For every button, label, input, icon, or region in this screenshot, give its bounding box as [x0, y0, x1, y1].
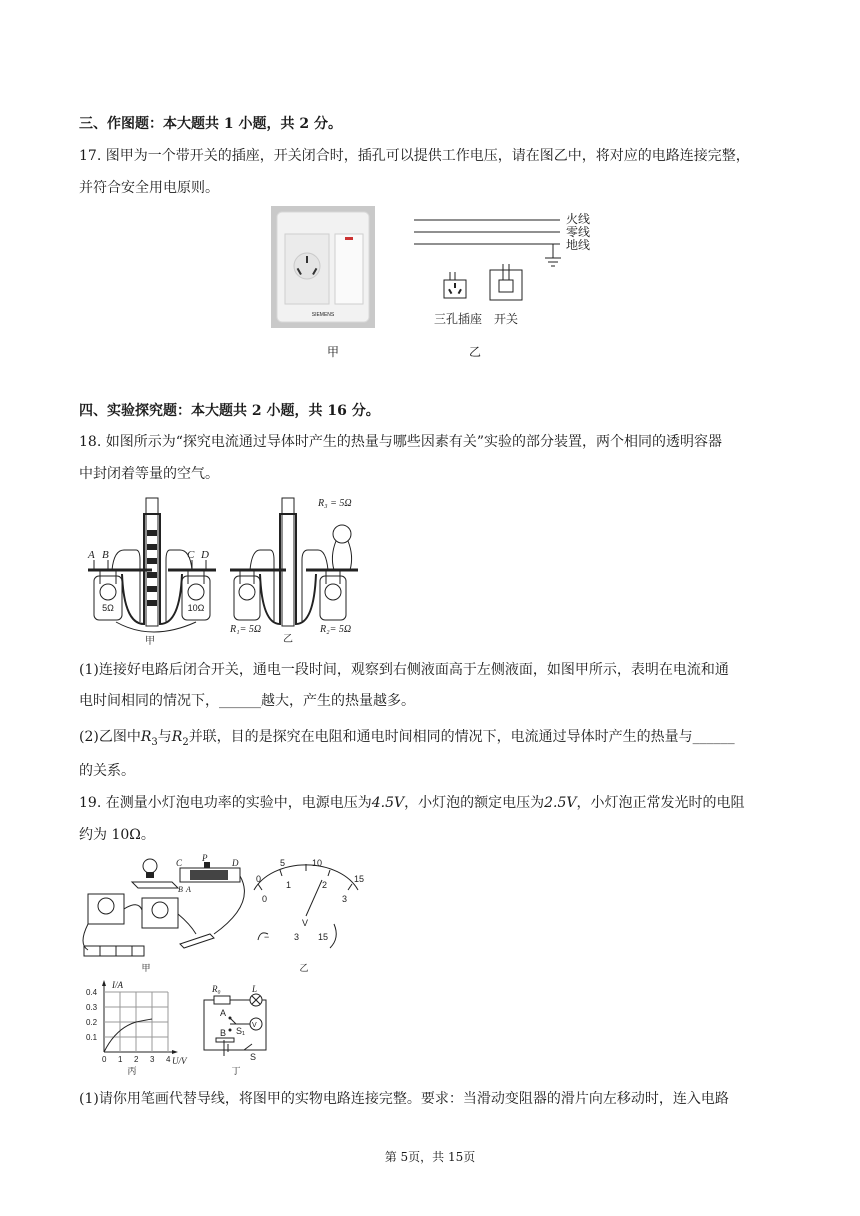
iu-graph-and-circuit: [80, 978, 280, 1080]
wire-ground-label: 地线: [566, 238, 591, 252]
svg-text:0: 0: [102, 1055, 107, 1064]
svg-text:乙: 乙: [299, 964, 309, 974]
svg-text:S₁: S₁: [236, 1026, 246, 1036]
apparatus-photo: [83, 854, 244, 974]
svg-text:C: C: [187, 549, 195, 561]
svg-text:1: 1: [118, 1055, 123, 1064]
svg-text:0.2: 0.2: [86, 1018, 98, 1027]
q17-line1: 17. 图甲为一个带开关的插座，开关闭合时，插孔可以提供工作电压，请在图乙中，将对应的电路连接完整，: [79, 148, 750, 164]
page-number: 第 5页，共 15页: [384, 1150, 476, 1164]
q18-part1-line2: 电时间相同的情况下，______越大，产生的热量越多。: [79, 693, 415, 709]
svg-text:R₂= 5Ω: R₂= 5Ω: [320, 624, 352, 635]
q19-line1: 19. 在测量小灯泡电功率的实验中，电源电压为4.5V，小灯泡的额定电压为2.5V，小灯泡正常发光时的电阻: [79, 795, 745, 811]
svg-text:甲: 甲: [145, 636, 155, 646]
q17-caption-a: 甲: [327, 345, 340, 359]
svg-text:0: 0: [262, 894, 268, 904]
section3-heading: 三、作图题：本大题共 1 小题，共 2 分。: [79, 116, 342, 132]
switch-label: 开关: [494, 312, 519, 326]
wire-live-label: 火线: [566, 212, 591, 226]
svg-text:2: 2: [322, 880, 328, 890]
svg-text:−: −: [264, 932, 270, 942]
svg-text:L: L: [252, 984, 258, 994]
brand-logo: SIEMENS: [311, 312, 335, 318]
voltmeter-dial: [254, 858, 364, 974]
q19-part1: (1)请你用笔画代替导线，将图甲的实物电路连接完整。要求：当滑动变阻器的滑片向左移动时，连入电路: [79, 1091, 729, 1107]
svg-text:10: 10: [312, 858, 323, 868]
svg-text:D: D: [201, 549, 209, 561]
svg-text:R₁= 5Ω: R₁= 5Ω: [230, 624, 262, 635]
svg-text:1: 1: [286, 880, 292, 890]
q18-part1-line1: (1)连接好电路后闭合开关，通电一段时间，观察到右侧液面高于左侧液面，如图甲所示，表明在电流和通: [79, 662, 729, 678]
svg-text:5Ω: 5Ω: [102, 603, 114, 613]
svg-text:0.1: 0.1: [86, 1033, 98, 1042]
test-circuit: [204, 984, 266, 1076]
svg-text:丁: 丁: [231, 1067, 241, 1076]
svg-text:R₀: R₀: [212, 984, 221, 994]
q17-caption-b: 乙: [469, 345, 482, 359]
svg-text:S: S: [250, 1052, 257, 1062]
svg-text:P: P: [202, 854, 208, 863]
svg-text:U/V: U/V: [172, 1056, 187, 1066]
section4-heading: 四、实验探究题：本大题共 2 小题，共 16 分。: [79, 403, 380, 419]
svg-text:B: B: [102, 549, 109, 561]
q19-line2: 约为 10Ω。: [79, 827, 155, 843]
svg-text:3: 3: [342, 894, 348, 904]
svg-text:A: A: [88, 549, 95, 561]
circuit-apparatus-figure: [80, 854, 370, 980]
svg-text:2: 2: [134, 1055, 139, 1064]
wire-neutral-label: 零线: [566, 225, 591, 239]
svg-text:D: D: [232, 858, 239, 868]
svg-text:5: 5: [280, 858, 286, 868]
wiring-diagram: [410, 206, 600, 336]
svg-text:15: 15: [318, 932, 329, 942]
svg-text:R₃ = 5Ω: R₃ = 5Ω: [318, 498, 352, 509]
socket-label: 三孔插座: [434, 312, 483, 326]
svg-text:10Ω: 10Ω: [187, 603, 205, 613]
q18-part2-line1: (2)乙图中$R_3$与$R_2$并联，目的是探究在电阻和通电时间相同的情况下，电流通过导体时产生的热量与______: [79, 729, 735, 748]
apparatus-a: [87, 498, 216, 646]
svg-text:0.4: 0.4: [86, 988, 98, 997]
q18-line1: 18. 如图所示为“探究电流通过导体时产生的热量与哪些因素有关”实验的部分装置，两个相同的透明容器: [79, 434, 723, 450]
socket-photo: [271, 206, 375, 332]
svg-text:3: 3: [150, 1055, 155, 1064]
three-hole-socket-symbol: [444, 272, 466, 298]
svg-text:V: V: [252, 1022, 257, 1029]
svg-text:乙: 乙: [283, 634, 293, 645]
switch-symbol: [490, 264, 522, 300]
svg-text:I/A: I/A: [112, 980, 123, 990]
svg-text:C: C: [176, 858, 183, 868]
q18-part2-line2: 的关系。: [79, 763, 135, 779]
svg-text:V: V: [302, 918, 309, 928]
svg-text:B: B: [178, 885, 183, 894]
svg-text:0: 0: [256, 874, 262, 884]
svg-text:甲: 甲: [141, 964, 151, 974]
svg-text:B: B: [220, 1028, 227, 1038]
svg-text:A: A: [220, 1008, 227, 1018]
svg-text:4: 4: [166, 1055, 171, 1064]
svg-text:A: A: [186, 885, 191, 894]
iu-graph: [86, 980, 188, 1076]
q18-line2: 中封闭着等量的空气。: [79, 466, 219, 482]
joule-heating-apparatus: [84, 494, 364, 650]
apparatus-b: [229, 498, 358, 645]
svg-text:3: 3: [294, 932, 300, 942]
q17-line2: 并符合安全用电原则。: [79, 180, 219, 196]
svg-text:0.3: 0.3: [86, 1003, 98, 1012]
svg-text:丙: 丙: [127, 1067, 137, 1076]
svg-text:15: 15: [354, 874, 365, 884]
